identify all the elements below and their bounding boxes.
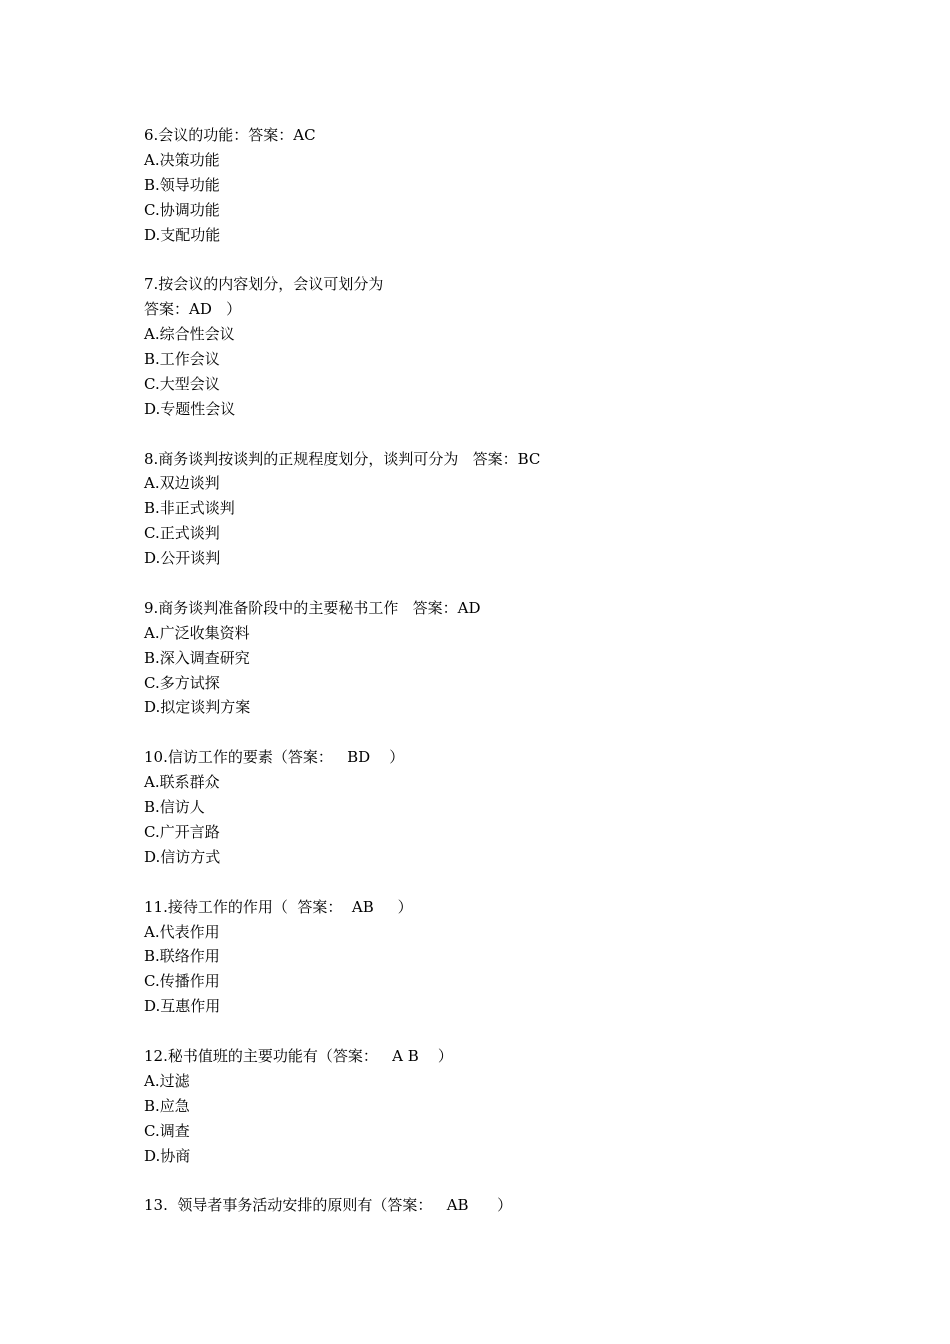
- option-c: C.协调功能: [144, 200, 220, 219]
- question-text: 12.秘书值班的主要功能有（答案： A B ）: [144, 1046, 453, 1065]
- option-b: B.非正式谈判: [144, 499, 235, 518]
- option-c: C.多方试探: [144, 673, 220, 692]
- spacer: [144, 1168, 844, 1193]
- option-b: B.工作会议: [144, 350, 220, 369]
- spacer: [144, 247, 844, 272]
- option-a: A.过滤: [144, 1071, 190, 1090]
- spacer: [144, 422, 844, 447]
- option-d: D.互惠作用: [144, 997, 221, 1016]
- question-block: [144, 272, 844, 421]
- question-block: [144, 596, 844, 720]
- option-c: C.调查: [144, 1121, 190, 1140]
- question-text: 11.接待工作的作用（ 答案： AB ）: [144, 897, 413, 916]
- option-b: B.联络作用: [144, 947, 220, 966]
- question-block: [144, 745, 844, 869]
- option-d: D.支配功能: [144, 225, 221, 244]
- document-page: [144, 123, 844, 1218]
- question-block: [144, 1193, 844, 1218]
- option-c: C.大型会议: [144, 374, 220, 393]
- question-text: 7.按会议的内容划分，会议可划分为: [144, 275, 384, 294]
- option-d: D.拟定谈判方案: [144, 698, 251, 717]
- option-b: B.领导功能: [144, 175, 220, 194]
- option-a: A.代表作用: [144, 922, 220, 941]
- spacer: [144, 870, 844, 895]
- spacer: [144, 720, 844, 745]
- spacer: [144, 1019, 844, 1044]
- spacer: [144, 571, 844, 596]
- option-b: B.应急: [144, 1096, 190, 1115]
- question-block: [144, 447, 844, 571]
- question-block: [144, 895, 844, 1019]
- option-a: A.广泛收集资料: [144, 623, 250, 642]
- option-d: D.公开谈判: [144, 549, 221, 568]
- option-c: C.广开言路: [144, 822, 220, 841]
- option-b: B.深入调查研究: [144, 648, 250, 667]
- question-text: 13. 领导者事务活动安排的原则有（答案： AB ）: [144, 1196, 513, 1215]
- option-d: D.专题性会议: [144, 399, 236, 418]
- option-a: A.联系群众: [144, 773, 220, 792]
- question-text: 6.会议的功能：答案：AC: [144, 126, 316, 144]
- question-text: 8.商务谈判按谈判的正规程度划分，谈判可分为 答案：BC: [144, 449, 541, 468]
- option-a: A.综合性会议: [144, 325, 235, 344]
- option-b: B.信访人: [144, 798, 205, 817]
- answer-line: 答案：AD ）: [144, 300, 242, 319]
- option-d: D.协商: [144, 1146, 191, 1165]
- option-c: C.正式谈判: [144, 524, 220, 543]
- option-a: A.双边谈判: [144, 474, 220, 493]
- question-block: [144, 123, 844, 247]
- option-d: D.信访方式: [144, 847, 221, 866]
- question-block: [144, 1044, 844, 1168]
- question-text: 10.信访工作的要素（答案： BD ）: [144, 748, 405, 767]
- option-c: C.传播作用: [144, 972, 220, 991]
- option-a: A.决策功能: [144, 150, 220, 169]
- question-text: 9.商务谈判准备阶段中的主要秘书工作 答案：AD: [144, 598, 481, 617]
